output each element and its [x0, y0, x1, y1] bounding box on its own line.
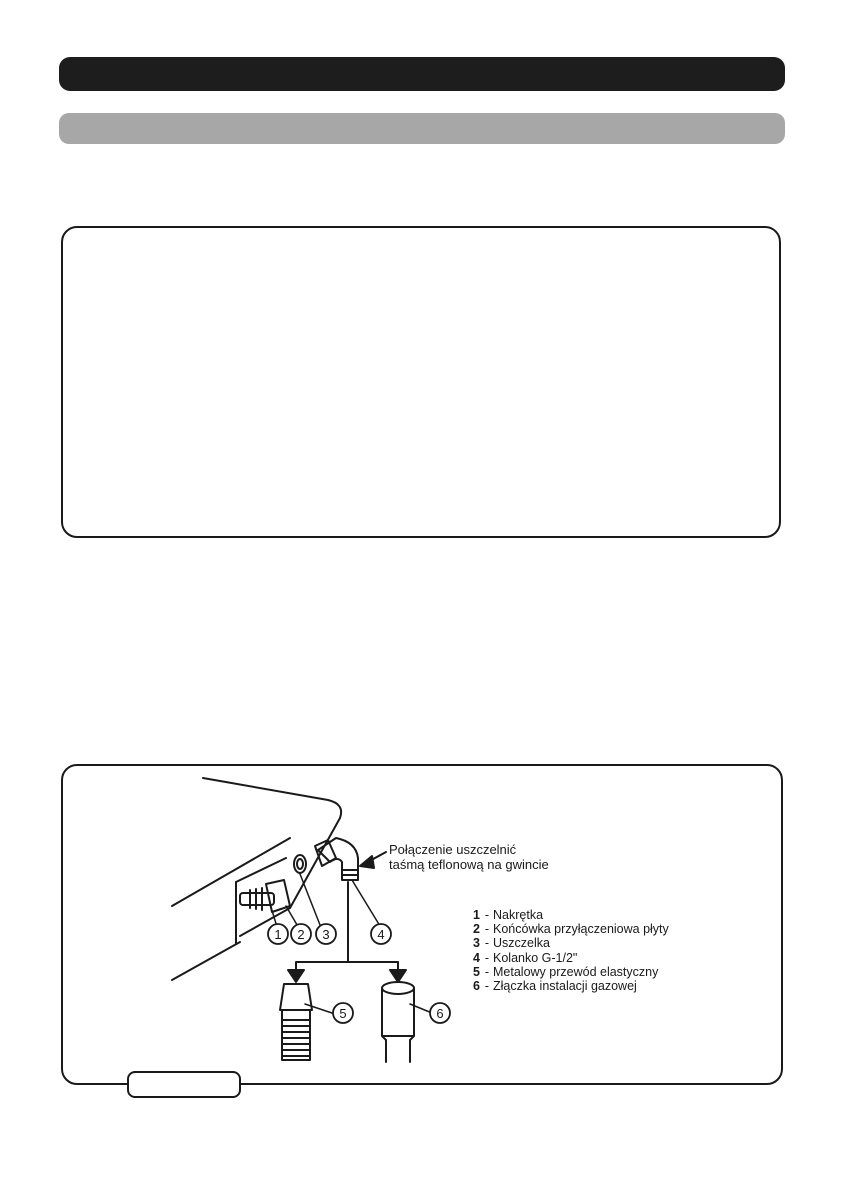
legend-number: 3: [473, 936, 480, 951]
hob-side-edge: [172, 838, 290, 906]
hob-panel-top: [236, 858, 286, 882]
legend-separator: -: [484, 922, 490, 937]
legend-separator: -: [484, 950, 490, 965]
legend-text: Metalowy przewód elastyczny: [493, 964, 659, 979]
legend-text: Złączka instalacji gazowej: [493, 979, 637, 994]
legend-item: [473, 922, 669, 936]
hose-corrugation: [282, 1020, 310, 1056]
legend-separator: -: [484, 908, 490, 922]
parts-legend: [473, 908, 669, 993]
legend-number: 2: [473, 922, 480, 937]
part-number-3: 3: [322, 927, 330, 942]
hob-side-lower: [172, 942, 240, 980]
coupling-body: [382, 988, 414, 1062]
arrow-head-5: [288, 970, 304, 982]
callout-line-1: Połączenie uszczelnić: [389, 842, 517, 857]
legend-text: Kolanko G-1/2": [493, 950, 578, 965]
part-number-1: 1: [274, 927, 282, 942]
legend-item: [473, 951, 669, 965]
part-number-4: 4: [377, 927, 385, 942]
legend-text: Końcówka przyłączeniowa płyty: [493, 922, 669, 937]
figure-label-tab: [127, 1071, 241, 1098]
hose-body: [282, 1010, 310, 1060]
legend-item: [473, 979, 669, 993]
legend-separator: -: [484, 964, 490, 979]
legend-text: Uszczelka: [493, 936, 550, 951]
callout-line-2: taśmą teflonową na gwincie: [389, 857, 549, 872]
arrow-head-6: [390, 970, 406, 982]
coupling-top: [382, 982, 414, 994]
legend-number: 6: [473, 979, 480, 994]
elbow-threads: [342, 870, 358, 875]
part-number-6: 6: [436, 1006, 444, 1021]
legend-item: [473, 908, 669, 922]
legend-separator: -: [484, 936, 490, 951]
legend-number: 4: [473, 950, 480, 965]
callout-arrow-head: [360, 856, 374, 868]
legend-item: [473, 965, 669, 979]
connector-threads: [250, 888, 262, 910]
part-number-2: 2: [297, 927, 305, 942]
legend-text: Nakrętka: [493, 908, 544, 922]
legend-number: 1: [473, 908, 480, 922]
part-number-5: 5: [339, 1006, 347, 1021]
sealing-callout: [389, 842, 549, 872]
elbow-shape: [318, 838, 358, 880]
gasket-shape: [294, 855, 306, 873]
hose-fitting: [280, 984, 312, 1010]
gasket-hole: [297, 859, 303, 869]
legend-number: 5: [473, 964, 480, 979]
legend-separator: -: [484, 979, 490, 994]
legend-item: [473, 936, 669, 950]
